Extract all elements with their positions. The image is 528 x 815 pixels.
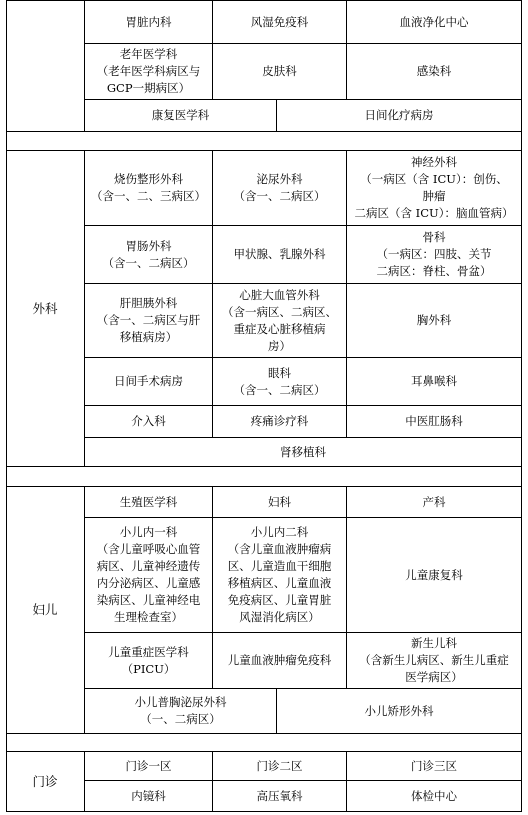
dept-cell: 泌尿外科 （含一、二病区） — [233, 172, 326, 203]
table-border-bottom — [6, 811, 522, 812]
dept-cell: 耳鼻喉科 — [411, 374, 457, 388]
dept-cell: 门诊三区 — [411, 758, 457, 773]
dept-cell: 中医肛肠科 — [405, 414, 463, 428]
dept-cell: 体检中心 — [411, 788, 457, 803]
dept-cell: 甲状腺、乳腺外科 — [233, 247, 326, 261]
dept-cell: 眼科 （含一、二病区） — [233, 365, 326, 397]
dept-cell: 妇科 — [268, 494, 291, 509]
dept-cell: 日间手术病房 — [114, 374, 183, 388]
dept-cell: 介入科 — [131, 414, 166, 428]
table-border-right — [521, 0, 522, 812]
department-table — [6, 0, 522, 812]
dept-cell: 儿童康复科 — [405, 567, 463, 582]
dept-cell: 生殖医学科 — [119, 494, 178, 509]
dept-cell: 血液净化中心 — [399, 14, 469, 29]
dept-cell: 烧伤整形外科 （含一、二、三病区） — [91, 172, 206, 203]
section-label-surgery: 外科 — [32, 300, 58, 316]
dept-cell: 门诊二区 — [256, 758, 303, 773]
dept-cell: 门诊一区 — [125, 758, 172, 773]
dept-cell: 内镜科 — [131, 788, 166, 803]
dept-cell: 胃肠外科 （含一、二病区） — [102, 238, 195, 270]
dept-cell: 皮肤科 — [262, 64, 297, 78]
dept-cell: 肝胆胰外科 （含一、二病区与肝 移植病房） — [96, 296, 201, 344]
dept-cell: 感染科 — [416, 64, 452, 78]
dept-cell: 新生儿科 （含新生儿病区、新生儿重症 医学病区） — [359, 636, 509, 684]
dept-cell: 胃脏内科 — [125, 14, 172, 29]
dept-cell: 小儿内一科 （含儿童呼吸心血管 病区、儿童神经遗传 内分泌病区、儿童感 染病区、儿童神经电 生理检查室） — [96, 525, 201, 624]
dept-cell: 老年医学科 （老年医学科病区与 GCP一期病区） — [96, 47, 201, 95]
dept-cell: 高压氧科 — [256, 788, 303, 803]
dept-cell: 产科 — [422, 494, 446, 509]
dept-cell: 神经外科 （一病区（含 ICU）：创伤、 肿瘤 二病区（含 ICU）：脑血管病） — [354, 155, 514, 220]
dept-cell: 康复医学科 — [151, 108, 210, 122]
dept-cell: 肾移植科 — [280, 444, 326, 459]
dept-cell: 儿童血液肿瘤免疫科 — [227, 653, 332, 667]
section-label-obgyn-peds: 妇儿 — [32, 602, 58, 617]
dept-cell: 风湿免疫科 — [250, 14, 309, 29]
dept-cell: 疼痛诊疗科 — [250, 414, 309, 428]
dept-cell: 小儿内二科 （含儿童血液肿瘤病 区、儿童造血干细胞 移植病区、儿童血液 免疫病区、儿童胃脏 风湿消化病区） — [227, 525, 332, 624]
section-label-outpatient: 门诊 — [32, 773, 58, 789]
dept-cell: 小儿矫形外科 — [364, 703, 434, 718]
dept-cell: 儿童重症医学科 （PICU） — [108, 644, 189, 676]
dept-cell: 日间化疗病房 — [364, 108, 434, 122]
dept-cell: 骨科 （一病区：四肢、关节 二病区：脊柱、骨盆） — [376, 230, 492, 278]
dept-cell: 胸外科 — [416, 313, 452, 327]
dept-cell: 小儿普胸泌尿外科 （一、二病区） — [134, 695, 227, 726]
dept-cell: 心脏大血管外科 （含一病区、二病区、 重症及心脏移植病 房） — [222, 287, 337, 353]
